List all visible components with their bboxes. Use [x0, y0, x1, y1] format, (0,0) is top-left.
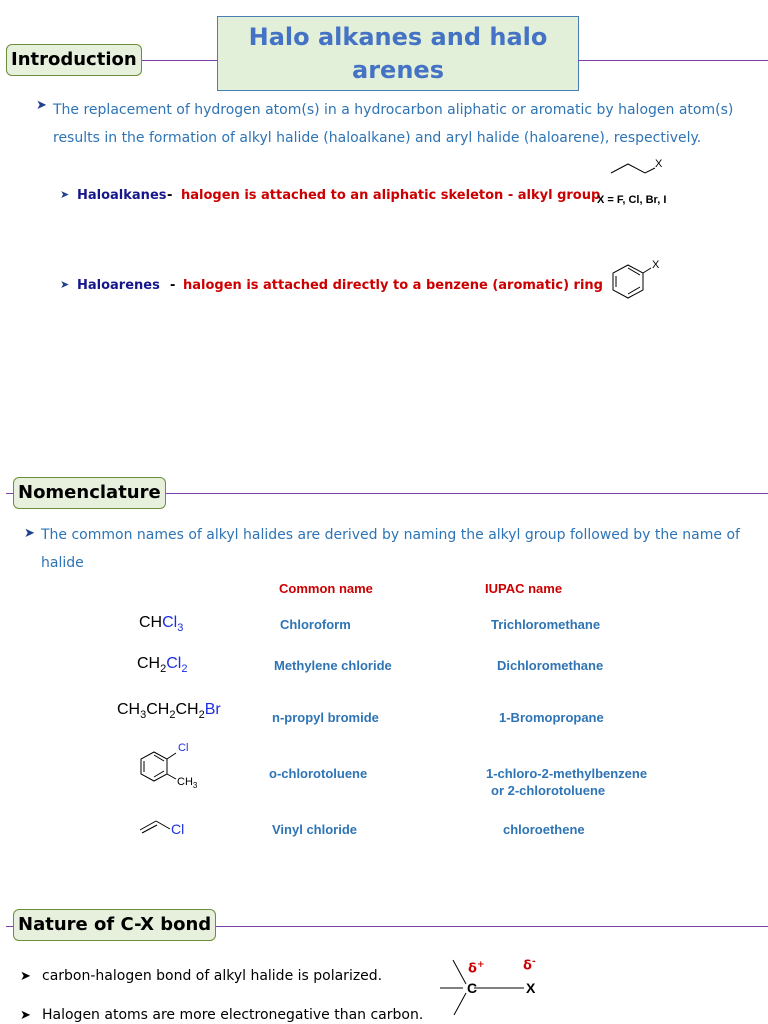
- structure-x-label: X: [655, 158, 663, 170]
- nomenclature-bullet: The common names of alkyl halides are derived by naming the alkyl group followed by the name of halide: [41, 527, 740, 571]
- haloarenes-description: halogen is attached directly to a benzene (aromatic) ring: [183, 278, 603, 293]
- intro-bullet-line2: results in the formation of alkyl halide (haloalkane) and aryl halide (haloarene), respectively.: [53, 130, 702, 146]
- dash: -: [170, 278, 176, 293]
- haloarenes-label: Haloarenes: [77, 278, 160, 293]
- header-iupac-name: IUPAC name: [485, 581, 563, 596]
- dash: -: [167, 188, 173, 203]
- arrow-bullet-icon: ➤: [36, 98, 47, 113]
- iupac-name-cell-alt: or 2-chlorotoluene: [491, 783, 606, 798]
- intro-bullet: [53, 96, 763, 152]
- section-rule: [578, 60, 768, 61]
- nature-bullet-1: carbon-halogen bond of alkyl halide is polarized.: [42, 968, 383, 984]
- delta-plus-label: δ+: [468, 960, 485, 977]
- section-nomenclature-label: Nomenclature: [18, 482, 161, 503]
- arrow-bullet-icon: ➤: [60, 188, 70, 201]
- common-name-cell: Methylene chloride: [274, 658, 392, 673]
- page-title: [217, 16, 579, 91]
- iupac-name-cell: 1-chloro-2-methylbenzene: [486, 766, 648, 781]
- arrow-bullet-icon: ➤: [20, 1008, 31, 1023]
- section-nature-label: Nature of C-X bond: [18, 914, 212, 935]
- chlorotoluene-ch3-label: $CH_3$: [177, 776, 198, 791]
- halogen-label: X: [526, 980, 536, 996]
- structure-x-label: X: [652, 259, 660, 271]
- common-name-cell: Vinyl chloride: [272, 822, 358, 837]
- common-name-cell: Chloroform: [280, 617, 351, 632]
- haloalkanes-description: halogen is attached to an aliphatic skeleton - alkyl group: [181, 188, 601, 203]
- iupac-name-cell: Trichloromethane: [491, 617, 601, 632]
- halogen-values: X = F, Cl, Br, I: [597, 194, 667, 206]
- arrow-bullet-icon: ➤: [60, 278, 70, 291]
- intro-bullet-line1: The replacement of hydrogen atom(s) in a hydrocarbon aliphatic or aromatic by halogen atom(s): [53, 102, 734, 118]
- iupac-name-cell: chloroethene: [503, 822, 585, 837]
- formula-chcl3: CHCl$_3$: [139, 614, 184, 635]
- cx-polarization-diagram: [436, 955, 556, 1021]
- common-name-cell: o-chlorotoluene: [269, 766, 368, 781]
- vinyl-chloride-structure: [138, 816, 174, 836]
- formula-ch2cl2: $CH_2Cl_2$: [137, 655, 188, 676]
- header-common-name: Common name: [279, 581, 373, 596]
- section-nomenclature: [13, 477, 166, 509]
- arrow-bullet-icon: ➤: [24, 526, 35, 541]
- carbon-label: C: [467, 980, 478, 996]
- chlorotoluene-cl-label: Cl: [178, 742, 189, 754]
- common-name-cell: n-propyl bromide: [272, 710, 379, 725]
- delta-minus-label: δ-: [523, 957, 536, 974]
- arrow-bullet-icon: ➤: [20, 969, 31, 984]
- iupac-name-cell: Dichloromethane: [497, 658, 604, 673]
- section-introduction-label: Introduction: [11, 49, 137, 70]
- nature-bullet-2: Halogen atoms are more electronegative than carbon.: [42, 1007, 424, 1023]
- section-introduction: [6, 44, 142, 76]
- formula-propyl-bromide: $CH_3CH_2CH_2Br$: [117, 701, 221, 722]
- section-nature-cx-bond: [13, 909, 216, 941]
- vinyl-cl-label: Cl: [171, 821, 185, 837]
- page-title-text: Halo alkanes and halo arenes: [248, 22, 548, 84]
- iupac-name-cell: 1-Bromopropane: [499, 710, 604, 725]
- haloalkanes-label: Haloalkanes: [77, 188, 167, 203]
- benzene-ring-structure: [605, 256, 655, 304]
- alkyl-chain-structure: [605, 156, 675, 186]
